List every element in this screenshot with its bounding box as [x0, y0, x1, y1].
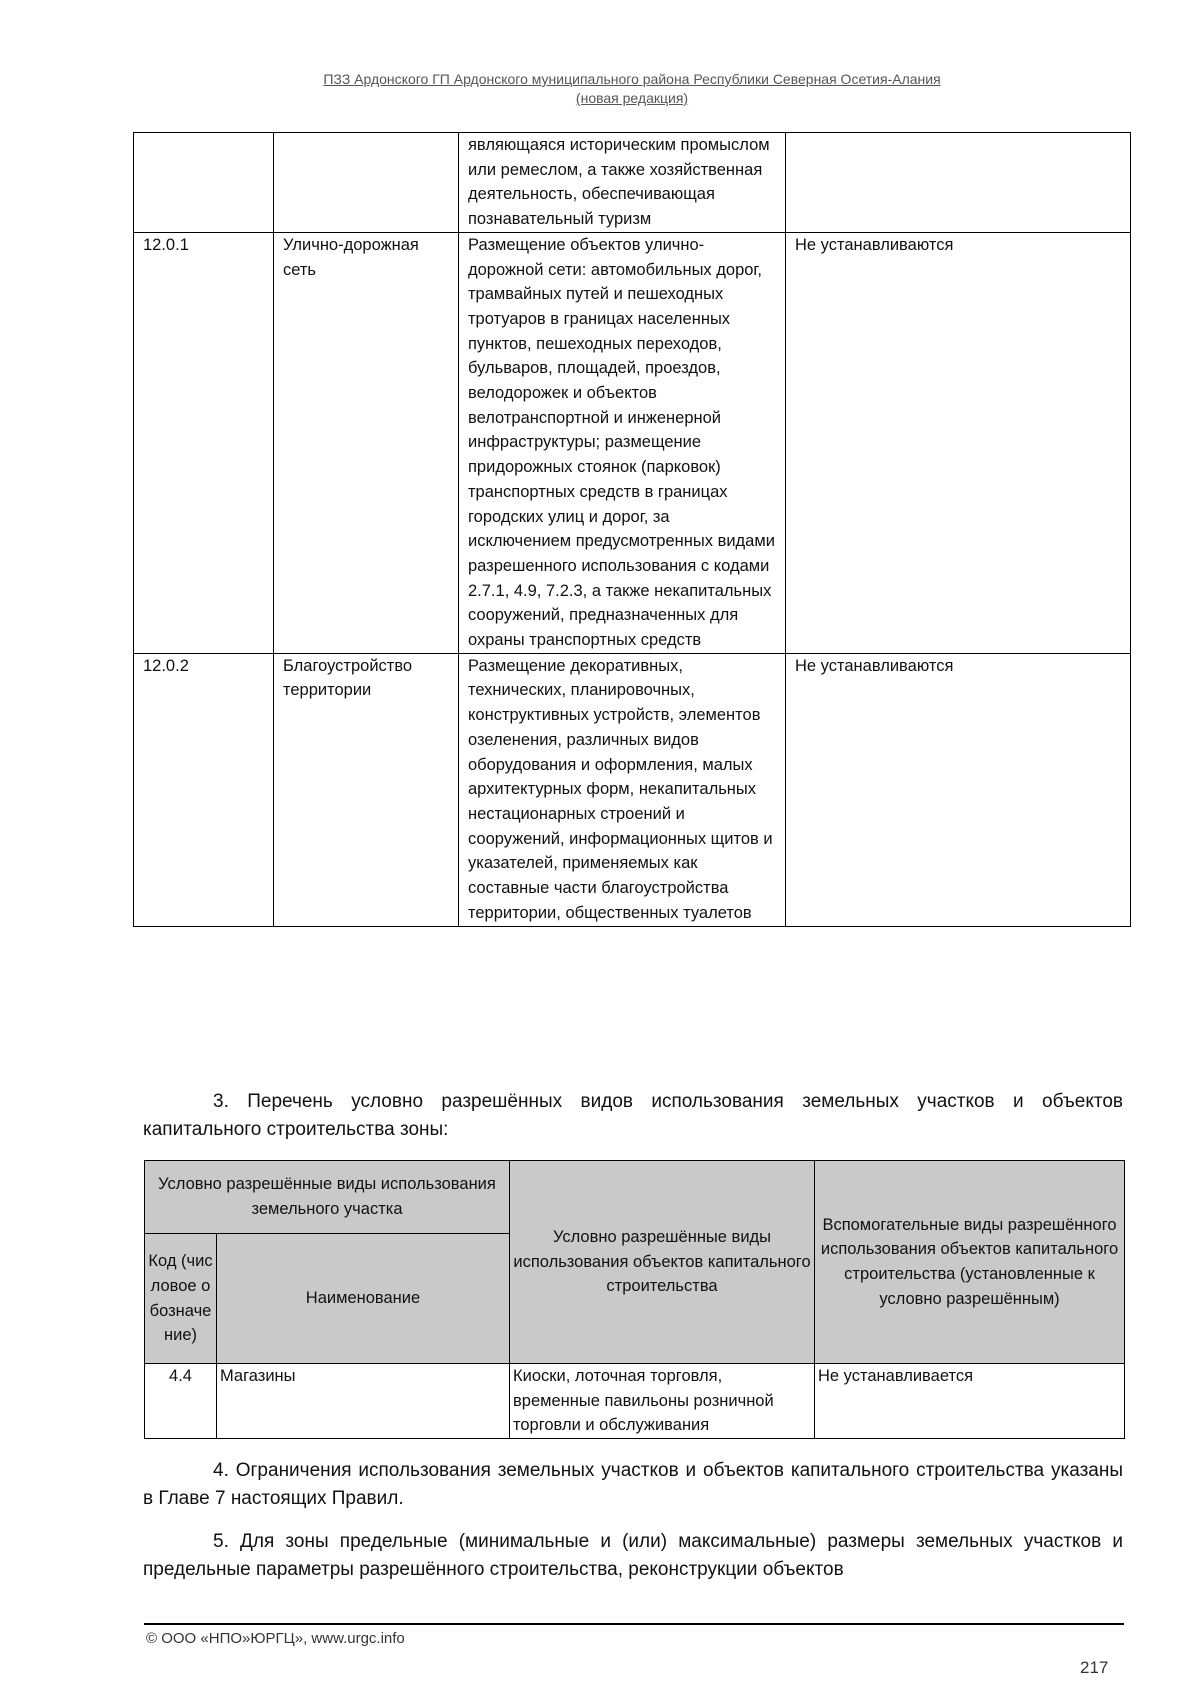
table-row [134, 133, 1131, 233]
objects-cell: Киоски, лоточная торговля, временные павильоны розничной торговли и обслуживания [510, 1364, 815, 1439]
paragraph-5 [143, 1528, 1123, 1584]
permitted-uses-table [133, 132, 1131, 927]
paragraph-3 [143, 1088, 1123, 1144]
header-line-1: ПЗЗ Ардонского ГП Ардонского муниципального района Республики Северная Осетия-Алания [323, 71, 941, 87]
auxiliary-cell: Не устанавливается [815, 1364, 1125, 1439]
description-cell: Размещение объектов улично-дорожной сети: автомобильных дорог, трамвайных путей и пешеходных тротуаров в границах населенных пунктов, пешеходных переходов, бульваров, площадей, проездов, велодорожек и объектов велотранспортной и инженерной инфраструктуры; размещение придорожных стоянок (парковок) транспортных средств в границах городских улиц и дорог, за исключением предусмотренных видами разрешенного использования с кодами 2.7.1, 4.9, 7.2.3, а также некапитальных сооружений, предназначенных для охраны транспортных средств [459, 232, 786, 653]
name-cell: Улично-дорожная сеть [274, 232, 459, 653]
table-row [134, 232, 1131, 653]
page-header [132, 70, 1132, 108]
name-cell: Благоустройство территории [274, 653, 459, 926]
description-cell: являющаяся историческим промыслом или ремеслом, а также хозяйственная деятельность, обеспечивающая познавательный туризм [459, 133, 786, 233]
header-name: Наименование [217, 1234, 510, 1364]
footer-copyright: © ООО «НПО»ЮРГЦ», www.urgc.info [146, 1630, 405, 1647]
code-cell [134, 133, 274, 233]
paragraph-4 [143, 1457, 1123, 1513]
footer-divider [144, 1623, 1124, 1625]
header-objects: Условно разрешённые виды использования объектов капитального строительства [510, 1161, 815, 1364]
code-cell: 12.0.1 [134, 232, 274, 653]
name-cell: Магазины [217, 1364, 510, 1439]
params-cell: Не устанавливаются [786, 653, 1131, 926]
conditional-uses-table [144, 1160, 1125, 1439]
paragraph-4-text: 4. Ограничения использования земельных участков и объектов капитального строительства указаны в Главе 7 настоящих Правил. [143, 1460, 1123, 1509]
params-cell: Не устанавливаются [786, 232, 1131, 653]
paragraph-3-text: 3. Перечень условно разрешённых видов использования земельных участков и объектов капитального строительства зоны: [143, 1091, 1123, 1140]
paragraph-5-text: 5. Для зоны предельные (минимальные и (или) максимальные) размеры земельных участков и предельные параметры разрешённого строительства, реконструкции объектов [143, 1531, 1123, 1580]
header-line-2: (новая редакция) [575, 90, 689, 106]
header-code: Код (числовое обозначение) [145, 1234, 217, 1364]
code-cell: 4.4 [145, 1364, 217, 1439]
table-row [145, 1364, 1125, 1439]
table-header-row [145, 1161, 1125, 1234]
table-row [134, 653, 1131, 926]
description-cell: Размещение декоративных, технических, планировочных, конструктивных устройств, элементов озеленения, различных видов оборудования и оформления, малых архитектурных форм, некапитальных нестационарных строений и сооружений, информационных щитов и указателей, применяемых как составные части благоустройства территории, общественных туалетов [459, 653, 786, 926]
header-auxiliary: Вспомогательные виды разрешённого использования объектов капитального строительства (установленные к условно разрешённым) [815, 1161, 1125, 1364]
name-cell [274, 133, 459, 233]
code-cell: 12.0.2 [134, 653, 274, 926]
header-land-use-group: Условно разрешённые виды использования земельного участка [145, 1161, 510, 1234]
params-cell [786, 133, 1131, 233]
page-number: 217 [1080, 1658, 1109, 1677]
